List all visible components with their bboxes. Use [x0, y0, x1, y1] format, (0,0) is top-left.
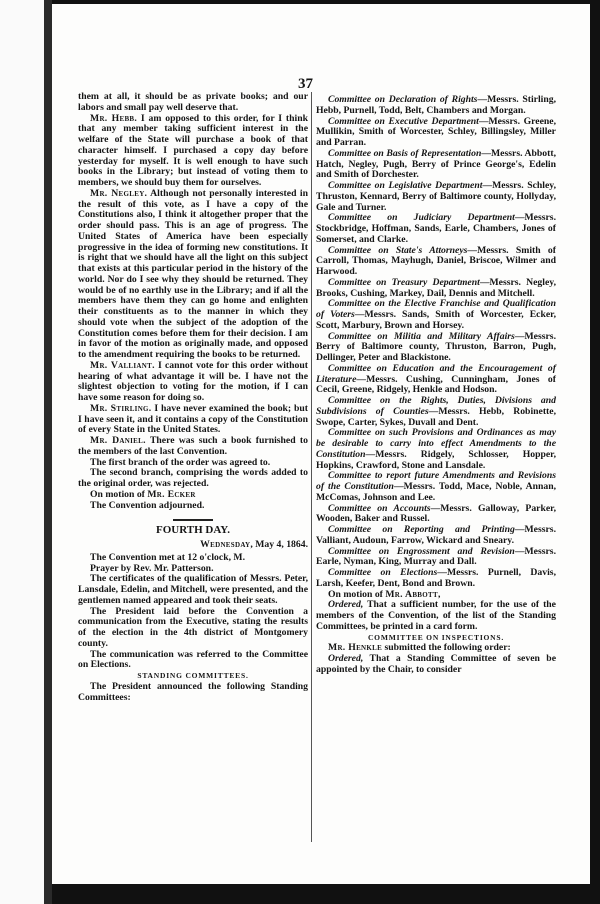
book-spine-shadow [44, 0, 52, 904]
committee-entry [316, 95, 556, 117]
paragraph: The Convention adjourned. [90, 499, 205, 511]
paragraph: The Convention met at 12 o'clock, M. [90, 551, 245, 563]
committee-title: Committee on Education and the Encouragement of Literature [316, 362, 556, 385]
day-heading: FOURTH DAY. [78, 525, 308, 536]
committee-members: —Messrs. Abbott, Hatch, Negley, Pugh, Berry of Prince George's, Edelin and Smith of Dorchester. [316, 147, 557, 181]
paragraph: The certificates of the qualification of Messrs. Peter, Lansdale, Edelin, and Mitchell, were presented, and the gentlemen named appeared and took their seats. [78, 573, 308, 606]
committee-members: —Messrs. Purnell, Davis, Larsh, Keefer, Dent, Bond and Brown. [316, 567, 556, 589]
paragraph [316, 600, 556, 632]
section-subheading: STANDING COMMITTEES. [137, 671, 249, 680]
right-column [316, 95, 556, 676]
committee-entry [316, 396, 556, 428]
speech: There was such a book furnished to the members of the last Convention. [78, 435, 308, 457]
page-number: 37 [298, 76, 313, 92]
committee-members: —Messrs. Sands, Smith of Worcester, Ecker, Scott, Marbury, Brown and Horsey. [316, 309, 556, 331]
committee-entry [316, 213, 556, 245]
committee-title: Committee on State's Attorneys [328, 244, 468, 256]
paragraph [78, 404, 308, 436]
committee-members: —Messrs. Valliant, Audoun, Farrow, Wickard and Sneary. [316, 524, 556, 546]
speech: I cannot vote for this order without hearing of what advantage it will be. I have not the slightest objection to voting for the motion, if I can have some reason for doing so. [78, 359, 308, 403]
paragraph: Prayer by Rev. Mr. Patterson. [90, 562, 214, 574]
committee-title: Committee on Reporting and Printing [328, 524, 515, 535]
committee-members: —Messrs. Berry of Baltimore county, Thruston, Barron, Pugh, Dellinger, Peter and Blackistone. [316, 330, 556, 363]
paragraph [78, 114, 308, 189]
column-divider [311, 92, 312, 842]
committee-title: Committee on the Elective Franchise and Qualification of Voters [316, 298, 556, 320]
ordered-label: Ordered, [328, 653, 364, 664]
paragraph: The first branch of the order was agreed to. [90, 456, 271, 468]
committee-entry [316, 299, 556, 331]
committee-entry [316, 525, 556, 547]
session-date [78, 540, 308, 551]
committee-entry [316, 278, 556, 300]
speech: I have never examined the book; but I have seen it, and it contains a copy of the Constitution of every State in the United States. [78, 402, 309, 436]
speech: I am opposed to this order, for I think that any member taking sufficient interest in the welfare of the State will purchase a book of that character himself. I purchased a copy day before yesterday for myself. It is well enough to have such books in the Library; but instead of voting them to members, we should buy them for ourselves. [78, 112, 308, 188]
committee-title: Committee on Declaration of Rights [328, 94, 478, 105]
paragraph: The President announced the following Standing Committees: [78, 680, 308, 703]
committee-title: Committee to report future Amendments and Revisions of the Constitution [316, 470, 556, 492]
order-text: That a sufficient number, for the use of the members of the Convention, of the list of the Standing Committees, be printed in a card form. [316, 599, 556, 632]
committee-list [316, 95, 556, 590]
paragraph [78, 436, 308, 458]
committee-title: Committee on Basis of Representation [328, 147, 482, 159]
speaker: Mr. Daniel. [90, 435, 146, 446]
motion-text: On motion of [328, 588, 386, 600]
committee-members: —Messrs. Stockbridge, Hoffman, Sands, Earle, Chambers, Jones of Somerset, and Clarke. [316, 212, 556, 245]
paragraph: The President laid before the Convention a communication from the Executive, stating the results of the election in the 4th district of Montgomery county. [78, 605, 308, 649]
committee-title: Committee on Treasury Department [328, 276, 480, 288]
committee-members: —Messrs. Ridgely, Schlosser, Hopper, Hopkins, Crawford, Stone and Lansdale. [316, 448, 556, 471]
committee-members: —Messrs. Stirling, Hebb, Purnell, Todd, Belt, Chambers and Morgan. [316, 94, 556, 116]
motion-text: On motion of [90, 488, 148, 500]
committee-entry [316, 547, 556, 569]
committee-title: Committee on Executive Department [328, 115, 479, 127]
weekday: Wednesday [200, 539, 251, 550]
committee-members: —Messrs. Earle, Nyman, King, Murray and Dall. [316, 545, 556, 568]
speaker: Mr. Henkle [328, 642, 383, 654]
speech: Although not personally interested in the result of this vote, as I have a copy of the Constitutions also, I think it altogether proper that the order should pass. This is an age of progress. The United States of America have been especially progressive in the idea of forming new constitutions. It is right that we should have all the light on this subject that exists at this particular period in the history of the world. Nor do I see why they should be returned. They would be of no earthly use in the Library; and if all the members have them they can go home and enlighten their constituents as to the manner in which they should vote when the subject of the adoption of the Constitution comes before them for their decision. I am in favor of the motion as originally made, and opposed to the amendment requiring the books to be returned. [78, 187, 308, 360]
speaker: Mr. Hebb. [90, 112, 138, 124]
speaker: Mr. Negley. [90, 187, 148, 199]
paragraph [78, 189, 308, 361]
section-subheading: COMMITTEE ON INSPECTIONS. [367, 632, 505, 642]
committee-entry [316, 471, 556, 503]
committee-title: Committee on Accounts [328, 502, 431, 514]
committee-title: Committee on the Rights, Duties, Divisions and Subdivisions of Counties [316, 395, 556, 417]
order-text: That a Standing Committee of seven be appointed by the Chair, to consider [316, 653, 556, 675]
committee-entry [316, 332, 556, 364]
paragraph: them at all, it should be as private books; and our labors and small pay well deserve that. [78, 91, 308, 113]
committee-members: —Messrs. Smith of Carroll, Thomas, Mayhugh, Daniel, Briscoe, Wilmer and Harwood. [316, 244, 556, 277]
paragraph: The second branch, comprising the words added to the original order, was rejected. [78, 467, 308, 489]
date-text: , May 4, 1864. [250, 539, 308, 550]
committee-entry [316, 568, 556, 590]
left-column [78, 92, 308, 703]
speaker: Mr. Valliant. [90, 359, 155, 371]
committee-title: Committee on Engrossment and Revision [328, 545, 515, 557]
committee-members: —Messrs. Greene, Mullikin, Smith of Worcester, Schley, Billingsley, Miller and Parran. [316, 115, 556, 148]
ordered-label: Ordered, [328, 599, 364, 611]
committee-entry [316, 181, 556, 213]
paragraph [316, 654, 556, 676]
paragraph: The communication was referred to the Committee on Elections. [78, 648, 308, 671]
committee-members: —Messrs. Todd, Mace, Noble, Annan, McComas, Johnson and Lee. [316, 481, 556, 503]
committee-entry [316, 246, 556, 278]
committee-members: —Messrs. Schley, Thruston, Kennard, Berry of Baltimore county, Hollyday, Gale and Turner. [316, 180, 556, 213]
committee-members: —Messrs. Galloway, Parker, Wooden, Baker and Russel. [316, 502, 556, 525]
committee-members: —Messrs. Cushing, Cunningham, Jones of Cecil, Greene, Ridgely, Henkle and Hodson. [316, 373, 556, 396]
committee-entry [316, 504, 556, 526]
previous-page-margin [0, 0, 46, 904]
paragraph [78, 361, 308, 404]
committee-entry [316, 428, 556, 471]
committee-entry [316, 149, 556, 181]
committee-title: Committee on Legislative Department [328, 180, 483, 191]
committee-title: Committee on Militia and Military Affairs [328, 330, 515, 342]
speech: submitted the following order: [382, 642, 511, 654]
committee-entry [316, 364, 556, 396]
committee-title: Committee on such Provisions and Ordinances as may be desirable to carry into effect Amendments to the Constitution [316, 427, 556, 460]
committee-title: Committee on Elections [328, 567, 438, 578]
committee-members: —Messrs. Hebb, Robinette, Swope, Carter, Sykes, Duvall and Dent. [316, 405, 556, 428]
speaker: Mr. Stirling. [90, 402, 152, 414]
committee-title: Committee on Judiciary Department [328, 212, 515, 224]
paragraph [78, 490, 308, 501]
committee-entry [316, 117, 556, 149]
speaker: Mr. Abbott, [385, 588, 441, 600]
speaker: Mr. Ecker [147, 488, 196, 500]
committee-members: —Messrs. Negley, Brooks, Cushing, Markey, Dail, Dennis and Mitchell. [316, 276, 556, 299]
